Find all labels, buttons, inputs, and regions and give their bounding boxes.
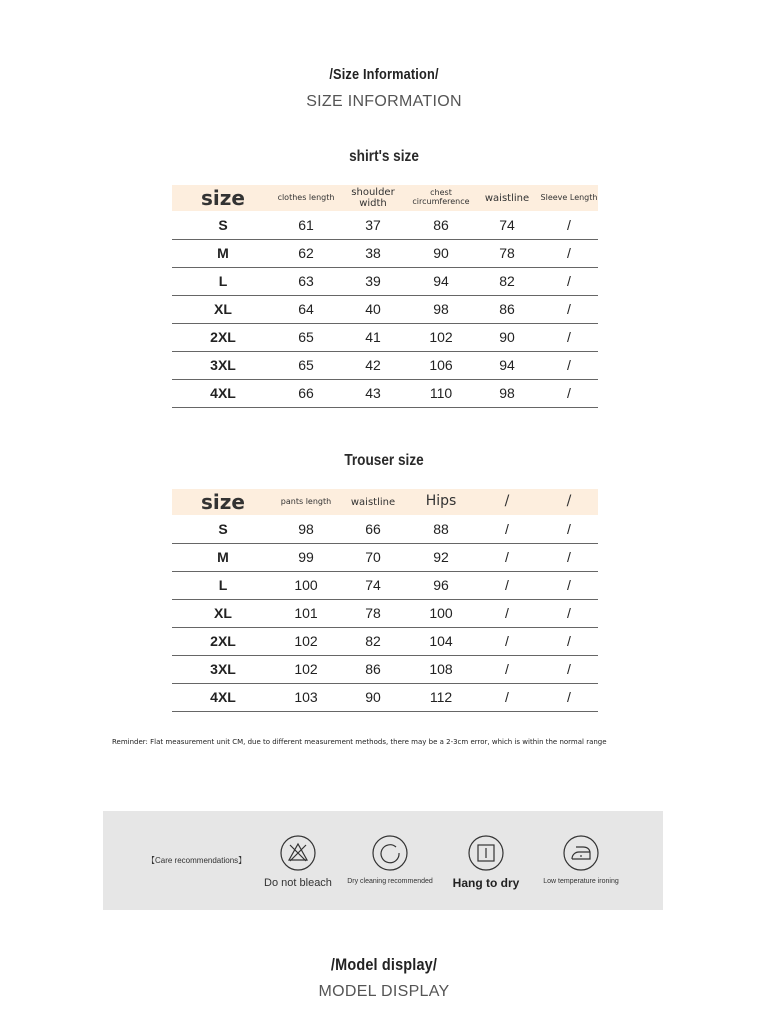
size-info-title: /Size Information/: [329, 66, 439, 83]
shirt-cell: 43: [338, 379, 408, 407]
reminder-text: Reminder: Flat measurement unit CM, due to different measurement methods, there may be a 2-3cm error, which is within the normal range: [112, 738, 607, 746]
trouser-cell: /: [474, 683, 540, 711]
shirt-cell: 61: [274, 211, 338, 239]
shirt-cell: 98: [408, 295, 474, 323]
shirt-cell: 90: [408, 239, 474, 267]
trouser-cell: /: [474, 543, 540, 571]
shirt-cell: 40: [338, 295, 408, 323]
trouser-cell: 2XL: [172, 627, 274, 655]
shirt-cell: 106: [408, 351, 474, 379]
trouser-cell: /: [540, 515, 598, 543]
shirt-cell: S: [172, 211, 274, 239]
shirt-header-clothes-length: clothes length: [274, 185, 338, 211]
trouser-cell: 98: [274, 515, 338, 543]
care-item-low-iron: [536, 835, 626, 886]
trouser-cell: M: [172, 543, 274, 571]
shirt-cell: 38: [338, 239, 408, 267]
trouser-cell: S: [172, 515, 274, 543]
trouser-cell: 96: [408, 571, 474, 599]
trouser-cell: L: [172, 571, 274, 599]
trouser-header-blank-1: /: [474, 489, 540, 515]
trouser-row: [172, 599, 598, 627]
shirt-row: [172, 295, 598, 323]
trouser-header-pants-length: pants length: [274, 489, 338, 515]
shirt-cell: /: [540, 211, 598, 239]
trouser-cell: 70: [338, 543, 408, 571]
shirt-cell: 110: [408, 379, 474, 407]
trouser-cell: 100: [408, 599, 474, 627]
shirt-cell: /: [540, 351, 598, 379]
shirt-cell: 78: [474, 239, 540, 267]
shirt-size-title: shirt's size: [349, 148, 419, 165]
shirt-size-table: [172, 185, 598, 408]
trouser-cell: 88: [408, 515, 474, 543]
shirt-cell: 98: [474, 379, 540, 407]
shirt-cell: 39: [338, 267, 408, 295]
trouser-row: [172, 627, 598, 655]
dry-clean-icon: [372, 835, 408, 871]
shirt-cell: 37: [338, 211, 408, 239]
trouser-cell: /: [540, 655, 598, 683]
trouser-cell: 78: [338, 599, 408, 627]
trouser-cell: 100: [274, 571, 338, 599]
model-display-title: /Model display/: [330, 955, 438, 974]
shirt-cell: XL: [172, 295, 274, 323]
trouser-cell: XL: [172, 599, 274, 627]
shirt-cell: 65: [274, 351, 338, 379]
trouser-cell: 102: [274, 655, 338, 683]
trouser-size-title: Trouser size: [344, 452, 424, 469]
trouser-size-table: [172, 489, 598, 712]
trouser-cell: 3XL: [172, 655, 274, 683]
trouser-cell: /: [540, 543, 598, 571]
model-display-subtitle: MODEL DISPLAY: [318, 983, 450, 1000]
care-item-hang-dry: [441, 835, 531, 891]
trouser-cell: /: [474, 571, 540, 599]
trouser-cell: /: [540, 683, 598, 711]
trouser-row: [172, 515, 598, 543]
trouser-cell: /: [474, 515, 540, 543]
shirt-cell: /: [540, 239, 598, 267]
trouser-row: [172, 683, 598, 711]
no-bleach-icon: [280, 835, 316, 871]
low-iron-icon: [563, 835, 599, 871]
shirt-header-chest: chest circumference: [408, 185, 474, 211]
trouser-cell: 99: [274, 543, 338, 571]
shirt-cell: 102: [408, 323, 474, 351]
trouser-cell: 90: [338, 683, 408, 711]
trouser-cell: 4XL: [172, 683, 274, 711]
shirt-cell: /: [540, 267, 598, 295]
trouser-cell: /: [474, 655, 540, 683]
trouser-row: [172, 543, 598, 571]
trouser-row: [172, 655, 598, 683]
trouser-cell: 74: [338, 571, 408, 599]
trouser-cell: /: [474, 599, 540, 627]
trouser-cell: 82: [338, 627, 408, 655]
shirt-cell: 42: [338, 351, 408, 379]
trouser-row: [172, 571, 598, 599]
shirt-cell: 63: [274, 267, 338, 295]
care-label: 【Care recommendations】: [147, 856, 247, 865]
shirt-cell: 74: [474, 211, 540, 239]
shirt-cell: 3XL: [172, 351, 274, 379]
trouser-cell: 104: [408, 627, 474, 655]
trouser-cell: 102: [274, 627, 338, 655]
shirt-cell: 62: [274, 239, 338, 267]
trouser-cell: 103: [274, 683, 338, 711]
shirt-cell: 94: [474, 351, 540, 379]
care-item-dry-clean: [345, 835, 435, 886]
trouser-header-hips: Hips: [408, 489, 474, 515]
shirt-row: [172, 211, 598, 239]
trouser-cell: 66: [338, 515, 408, 543]
trouser-cell: 108: [408, 655, 474, 683]
trouser-cell: 92: [408, 543, 474, 571]
shirt-header-shoulder-width: shoulder width: [338, 185, 408, 211]
trouser-header-row: [172, 489, 598, 515]
trouser-cell: /: [540, 599, 598, 627]
shirt-cell: /: [540, 379, 598, 407]
care-text-dry-clean: Dry cleaning recommended: [347, 878, 433, 885]
shirt-cell: 94: [408, 267, 474, 295]
shirt-row: [172, 239, 598, 267]
care-text-no-bleach: Do not bleach: [264, 877, 332, 889]
trouser-header-size: size: [172, 489, 274, 515]
shirt-row: [172, 351, 598, 379]
trouser-cell: 86: [338, 655, 408, 683]
trouser-cell: /: [540, 571, 598, 599]
shirt-row: [172, 267, 598, 295]
shirt-cell: 86: [408, 211, 474, 239]
care-item-no-bleach: [253, 835, 343, 890]
trouser-cell: 112: [408, 683, 474, 711]
shirt-cell: 4XL: [172, 379, 274, 407]
trouser-cell: 101: [274, 599, 338, 627]
size-info-subtitle: SIZE INFORMATION: [306, 93, 462, 110]
shirt-cell: L: [172, 267, 274, 295]
shirt-cell: 64: [274, 295, 338, 323]
shirt-cell: 41: [338, 323, 408, 351]
shirt-cell: 90: [474, 323, 540, 351]
hang-dry-icon: [468, 835, 504, 871]
shirt-cell: M: [172, 239, 274, 267]
shirt-cell: 2XL: [172, 323, 274, 351]
shirt-header-sleeve-length: Sleeve Length: [540, 185, 598, 211]
shirt-cell: 65: [274, 323, 338, 351]
care-panel: [103, 811, 663, 910]
shirt-cell: /: [540, 295, 598, 323]
care-text-low-iron: Low temperature ironing: [543, 878, 619, 885]
shirt-row: [172, 323, 598, 351]
shirt-header-size: size: [172, 185, 274, 211]
shirt-cell: 86: [474, 295, 540, 323]
trouser-cell: /: [474, 627, 540, 655]
trouser-cell: /: [540, 627, 598, 655]
shirt-cell: 66: [274, 379, 338, 407]
trouser-header-waistline: waistline: [338, 489, 408, 515]
shirt-header-waistline: waistline: [474, 185, 540, 211]
care-text-hang-dry: Hang to dry: [452, 876, 520, 890]
shirt-cell: 82: [474, 267, 540, 295]
shirt-cell: /: [540, 323, 598, 351]
shirt-header-row: [172, 185, 598, 211]
trouser-header-blank-2: /: [540, 489, 598, 515]
shirt-row: [172, 379, 598, 407]
